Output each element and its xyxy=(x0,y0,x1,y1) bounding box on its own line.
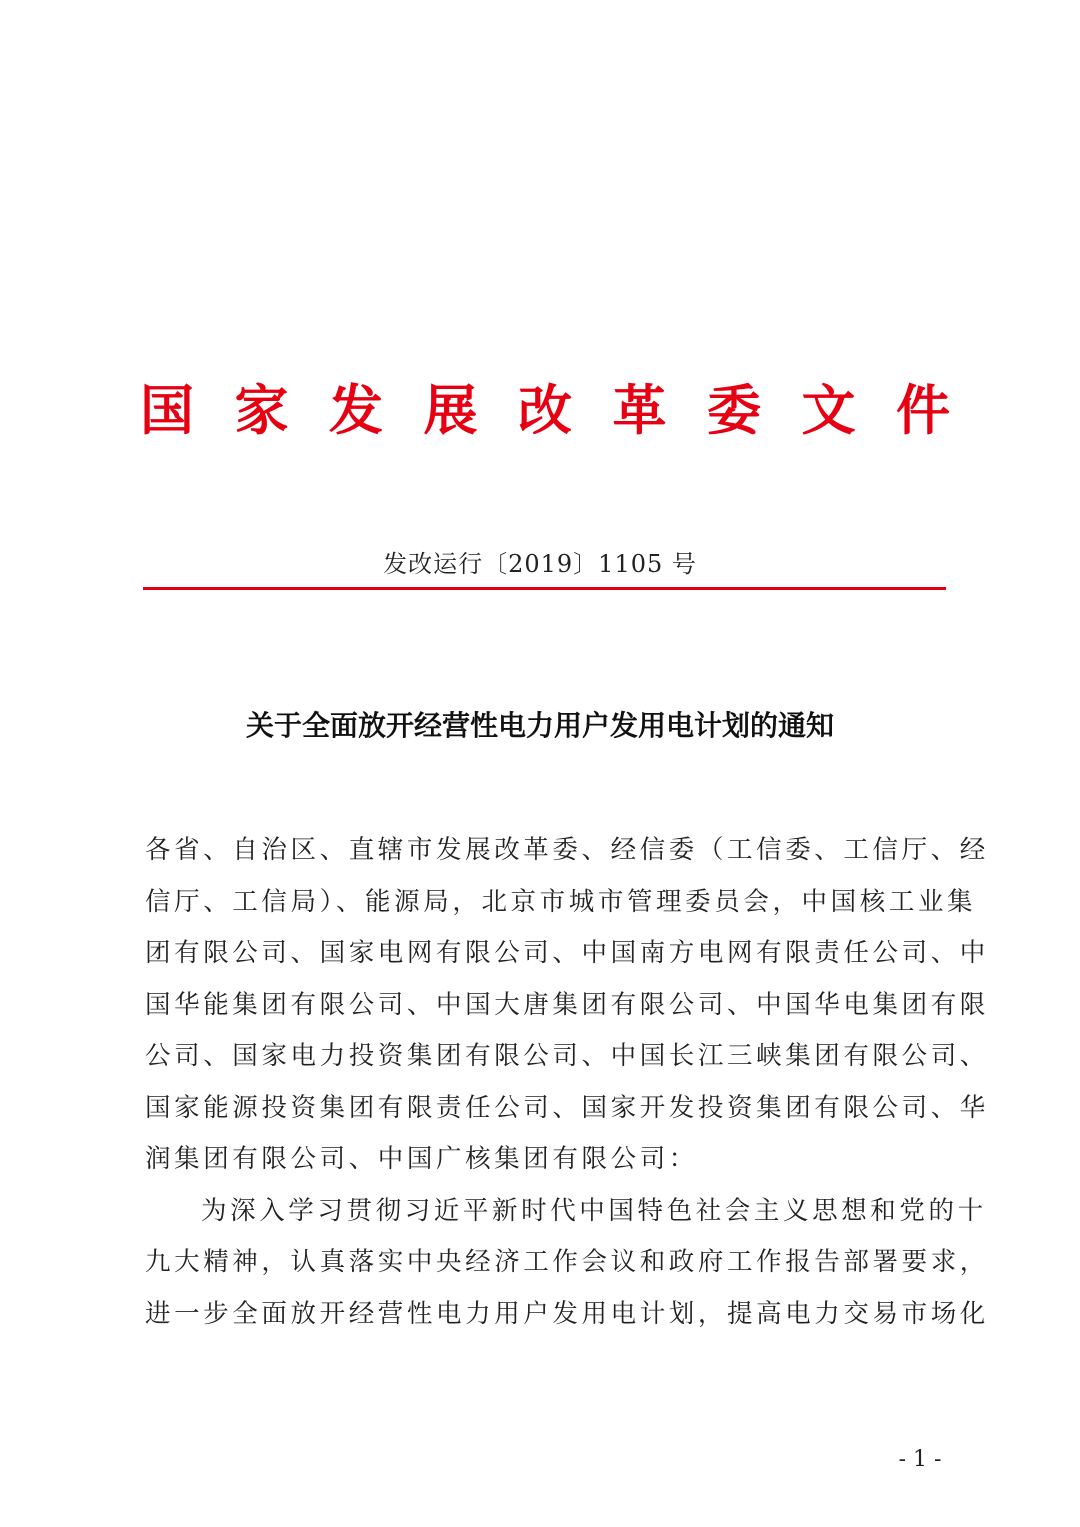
masthead-char: 件 xyxy=(896,378,950,442)
masthead-char: 委 xyxy=(707,378,761,442)
masthead-char: 发 xyxy=(329,378,383,442)
document-number: 发改运行〔2019〕1105 号 xyxy=(383,550,697,578)
masthead-char: 改 xyxy=(518,378,572,442)
masthead-char: 国 xyxy=(140,378,194,442)
body-line: 国家能源投资集团有限责任公司、国家开发投资集团有限公司、华 xyxy=(145,1092,989,1123)
page-number: - 1 - xyxy=(898,1447,942,1472)
body-line: 信厅、工信局）、能源局，北京市城市管理委员会，中国核工业集 xyxy=(145,886,977,917)
body-line: 团有限公司、国家电网有限公司、中国南方电网有限责任公司、中 xyxy=(145,938,989,968)
body-line: 进一步全面放开经营性电力用户发用电计划，提高电力交易市场化 xyxy=(145,1298,989,1329)
body-line: 为深入学习贯彻习近平新时代中国特色社会主义思想和党的十 xyxy=(201,1195,987,1226)
body-line: 各省、自治区、直辖市发展改革委、经信委（工信委、工信厅、经 xyxy=(145,835,989,865)
masthead-char: 文 xyxy=(801,378,856,442)
body-line: 润集团有限公司、中国广核集团有限公司： xyxy=(145,1144,698,1174)
masthead-title xyxy=(140,378,950,442)
document-title: 关于全面放开经营性电力用户发用电计划的通知 xyxy=(245,709,834,742)
masthead-char: 革 xyxy=(612,378,667,442)
masthead-char: 展 xyxy=(423,378,478,442)
body-line: 国华能集团有限公司、中国大唐集团有限公司、中国华电集团有限 xyxy=(145,989,989,1020)
red-divider-line xyxy=(143,587,946,590)
masthead-char: 家 xyxy=(234,378,289,442)
body-line: 公司、国家电力投资集团有限公司、中国长江三峡集团有限公司、 xyxy=(145,1041,989,1071)
body-line: 九大精神，认真落实中央经济工作会议和政府工作报告部署要求， xyxy=(145,1247,989,1277)
document-body xyxy=(145,825,989,1340)
